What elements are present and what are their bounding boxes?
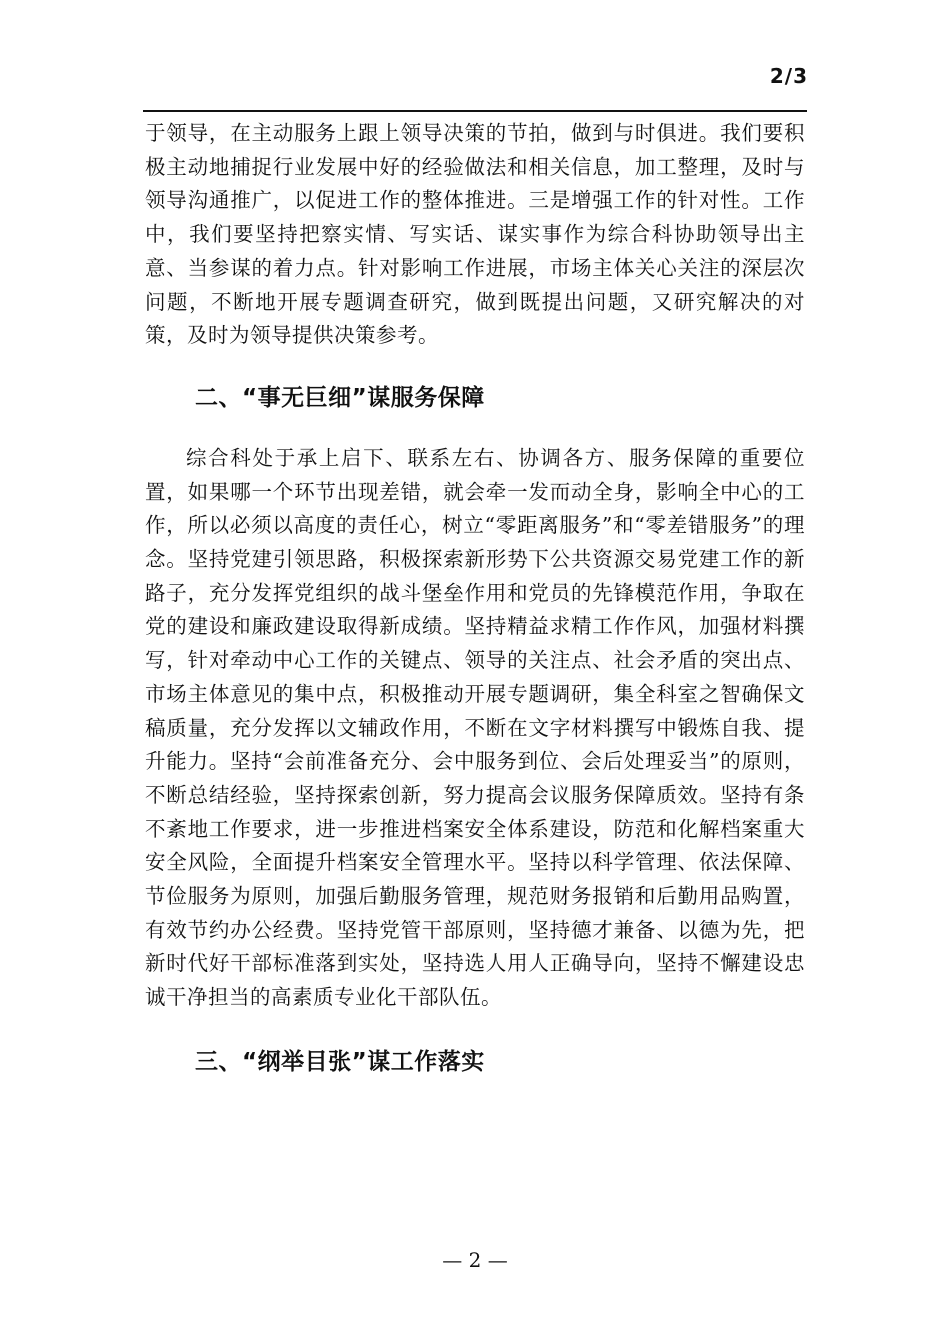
- paragraph-service-guarantee: 综合科处于承上启下、联系左右、协调各方、服务保障的重要位置，如果哪一个环节出现差错，就会牵一发而动全身，影响全中心的工作，所以必须以高度的责任心，树立“零距离服务”和“零差错服务”的理念。坚持党建引领思路，积极探索新形势下公共资源交易党建工作的新路子，充分发挥党组织的战斗堡垒作用和党员的先锋模范作用，争取在党的建设和廉政建设取得新成绩。坚持精益求精工作作风，加强材料撰写，针对牵动中心工作的关键点、领导的关注点、社会矛盾的突出点、市场主体意见的集中点，积极推动开展专题调研，集全科室之智确保文稿质量，充分发挥以文辅政作用，不断在文字材料撰写中锻炼自我、提升能力。坚持“会前准备充分、会中服务到位、会后处理妥当”的原则，不断总结经验，坚持探索创新，努力提高会议服务保障质效。坚持有条不紊地工作要求，进一步推进档案安全体系建设，防范和化解档案重大安全风险，全面提升档案安全管理水平。坚持以科学管理、依法保障、节俭服务为原则，加强后勤服务管理，规范财务报销和后勤用品购置，有效节约办公经费。坚持党管干部原则，坚持德才兼备、以德为先，把新时代好干部标准落到实处，坚持选人用人正确导向，坚持不懈建设忠诚干净担当的高素质专业化干部队伍。: [145, 445, 805, 1010]
- footer-page-number: — 2 —: [442, 1248, 508, 1272]
- page-counter: 2/3: [769, 64, 808, 88]
- section-heading-two: 二、“事无巨细”谋服务保障: [195, 384, 485, 411]
- header-rule: [143, 110, 807, 112]
- paragraph-continuation: 于领导，在主动服务上跟上领导决策的节拍，做到与时俱进。我们要积极主动地捕捉行业发展中好的经验做法和相关信息，加工整理，及时与领导沟通推广，以促进工作的整体推进。三是增强工作的针对性。工作中，我们要坚持把察实情、写实话、谋实事作为综合科协助领导出主意、当参谋的着力点。针对影响工作进展，市场主体关心关注的深层次问题，不断地开展专题调查研究，做到既提出问题，又研究解决的对策，及时为领导提供决策参考。: [145, 121, 805, 348]
- document-body: [145, 117, 805, 1080]
- section-heading-three: 三、“纲举目张”谋工作落实: [195, 1048, 485, 1075]
